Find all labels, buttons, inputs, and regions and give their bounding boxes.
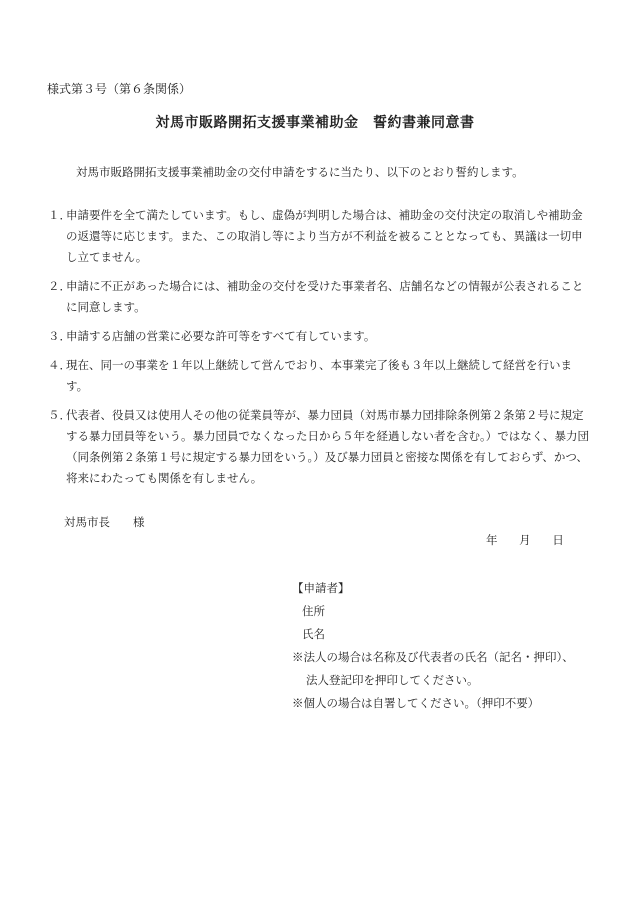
addressee: 対馬市長 様 [64,515,145,529]
applicant-heading: 【申請者】 [292,581,350,595]
applicant-name-label: 氏名 [302,627,325,641]
pledge-number: ２． [48,279,71,293]
pledge-text: 申請に不正があった場合には、補助金の交付を受けた事業者名、店舗名などの情報が公表されることに同意します。 [66,279,584,314]
pledge-text: 代表者、役員又は使用人その他の従業員等が、暴力団員（対馬市暴力団排除条例第２条第２号に規定する暴力団員等をいう。暴力団員でなくなった日から５年を経過しない者を含む。）ではなく、暴力団（同条例第２条第１号に規定する暴力団をいう。）及び暴力団員と密接な関係を有しておらず、かつ、将来にわたっても関係を有しません。 [66,408,590,485]
pledge-item [48,326,590,347]
pledge-text: 申請する店舗の営業に必要な許可等をすべて有しています。 [66,329,376,343]
form-number: 様式第３号（第６条関係） [47,82,192,96]
pledge-list [48,205,590,497]
page-title: 対馬市販路開拓支援事業補助金 誓約書兼同意書 [155,115,475,131]
pledge-text: 現在、同一の事業を１年以上継続して営んでおり、本事業完了後も３年以上継続して経営を行います。 [66,358,572,393]
pledge-item [48,355,590,397]
date-year: 年 [486,533,498,547]
pledge-number: ５． [48,408,71,422]
pledge-item [48,205,590,268]
date-month: 月 [519,533,531,547]
applicant-address-label: 住所 [302,604,325,618]
pledge-text: 申請要件を全て満たしています。もし、虚偽が判明した場合は、補助金の交付決定の取消しや補助金の返還等に応じます。また、この取消し等により当方が不利益を被ることとなっても、異議は一切申し立てません。 [66,208,583,264]
intro-text: 対馬市販路開拓支援事業補助金の交付申請をするに当たり、以下のとおり誓約します。 [76,165,524,179]
pledge-item [48,405,590,489]
corporate-note-cont: 法人登記印を押印してください。 [306,673,479,687]
pledge-number: ４． [48,358,71,372]
individual-note: ※個人の場合は自署してください。（押印不要） [292,696,540,710]
corporate-note: ※法人の場合は名称及び代表者の氏名（記名・押印）、 [292,650,574,664]
pledge-number: ３． [48,329,71,343]
date-day: 日 [552,533,564,547]
date-line [486,532,582,548]
pledge-item [48,276,590,318]
pledge-number: １． [48,208,71,222]
applicant-section [292,577,574,715]
